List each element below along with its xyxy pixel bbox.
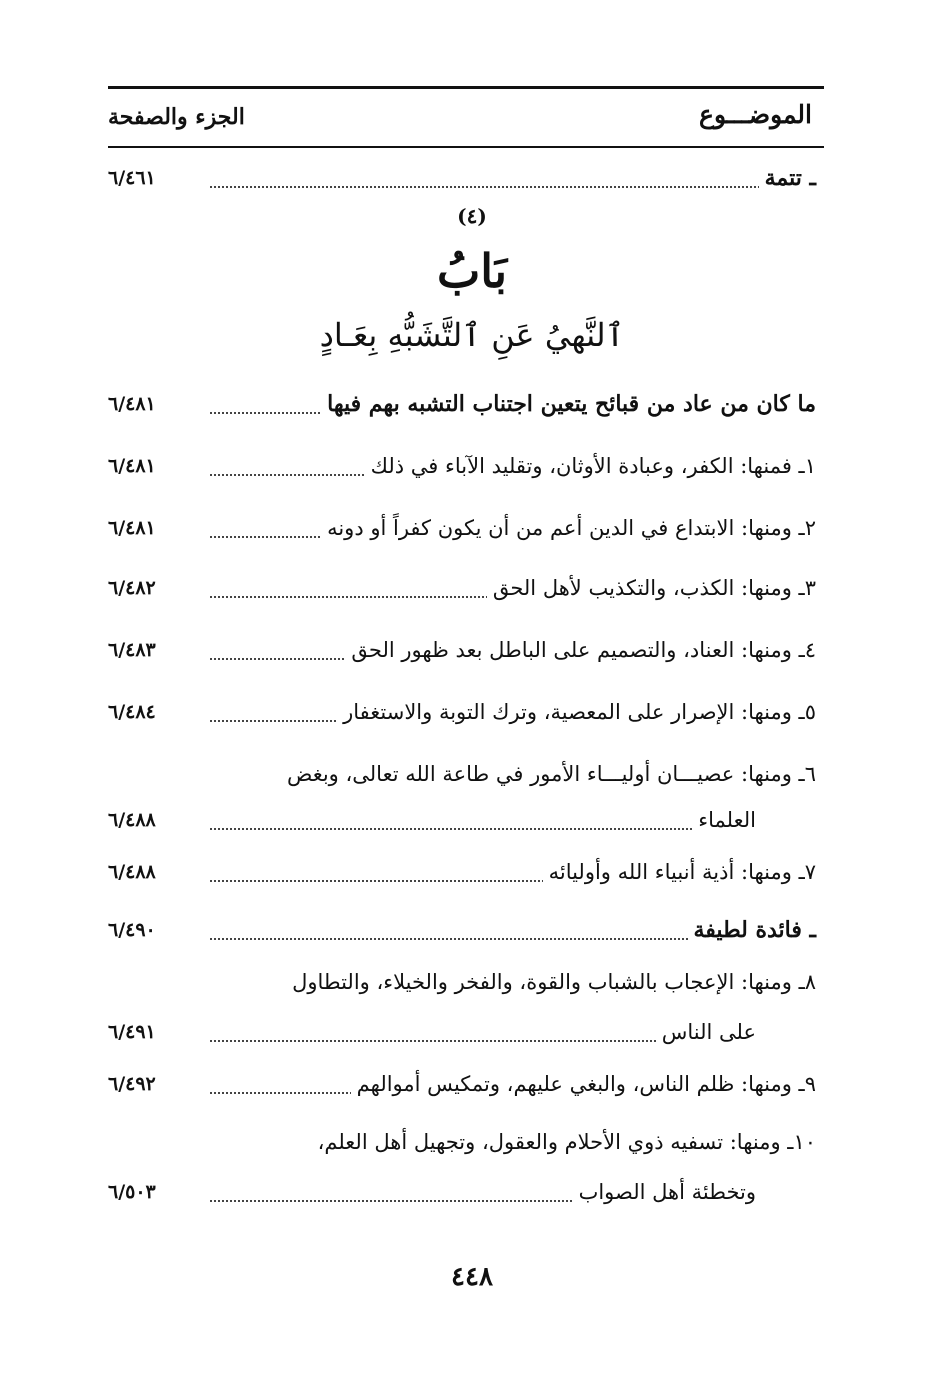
entry-ref: ٦/٤٨٨ xyxy=(108,861,156,883)
chapter-bab-heading: بَابُ xyxy=(436,244,508,298)
entry-title: ٩ـ ومنها: ظلم الناس، والبغي عليهم، وتمكيس أموالهم xyxy=(351,1064,816,1104)
entry-title-line-2: العلماء xyxy=(692,800,756,840)
chapter-number: (٤) xyxy=(457,204,487,228)
top-rule xyxy=(108,86,824,89)
toc-entry xyxy=(108,910,816,950)
entry-ref: ٦/٤٨٣ xyxy=(108,639,156,661)
header-volume-page-label: الجزء والصفحة xyxy=(108,104,245,130)
entry-title-line-2: على الناس xyxy=(656,1012,756,1052)
toc-entry xyxy=(108,962,816,1062)
entry-title: ـ فائدة لطيفة xyxy=(688,910,817,950)
header-rule xyxy=(108,146,824,148)
leader-dots xyxy=(210,828,756,830)
entry-ref: ٦/٤٦١ xyxy=(108,167,156,189)
entry-title: ٣ـ ومنها: الكذب، والتكذيب لأهل الحق xyxy=(487,568,816,608)
entry-ref: ٦/٤٩٠ xyxy=(108,919,156,941)
toc-entry xyxy=(108,1122,816,1222)
entry-title-line-2: وتخطئة أهل الصواب xyxy=(573,1172,756,1212)
entry-title-line-1: ٦ـ ومنها: عصيـــان أوليـــاء الأمور في طاعة الله تعالى، وبغض xyxy=(281,754,816,794)
toc-entry xyxy=(108,508,816,548)
entry-title: ٥ـ ومنها: الإصرار على المعصية، وترك التوبة والاستغفار xyxy=(337,692,816,732)
toc-entry xyxy=(108,158,816,198)
entry-title: ـ تتمة xyxy=(759,158,816,198)
toc-entry xyxy=(108,1064,816,1104)
entry-ref: ٦/٤٨١ xyxy=(108,455,156,477)
entry-title-line-1: ١٠ـ ومنها: تسفيه ذوي الأحلام والعقول، وتجهيل أهل العلم، xyxy=(312,1122,816,1162)
page-number: ٤٤٨ xyxy=(451,1262,493,1292)
entry-title: ١ـ فمنها: الكفر، وعبادة الأوثان، وتقليد الآباء في ذلك xyxy=(365,446,816,486)
toc-entry xyxy=(108,384,816,424)
leader-dots xyxy=(210,186,816,188)
entry-title: ٢ـ ومنها: الابتداع في الدين أعم من أن يكون كفراً أو دونه xyxy=(321,508,816,548)
toc-entry xyxy=(108,692,816,732)
entry-ref: ٦/٤٨١ xyxy=(108,517,156,539)
entry-ref: ٦/٤٨٤ xyxy=(108,701,156,723)
header-subject-label: الموضـــوع xyxy=(699,100,812,129)
entry-ref: ٦/٤٩١ xyxy=(108,1021,156,1043)
entry-title-line-1: ٨ـ ومنها: الإعجاب بالشباب والقوة، والفخر والخيلاء، والتطاول xyxy=(286,962,816,1002)
toc-entry xyxy=(108,568,816,608)
entry-ref: ٦/٤٨٨ xyxy=(108,809,156,831)
chapter-title: ٱلنَّهيُ عَنِ ٱلتَّشَبُّهِ بِعَـادٍ xyxy=(319,316,625,354)
entry-ref: ٦/٤٨١ xyxy=(108,393,156,415)
entry-title: ٤ـ ومنها: العناد، والتصميم على الباطل بعد ظهور الحق xyxy=(345,630,816,670)
toc-entry xyxy=(108,630,816,670)
toc-entry xyxy=(108,754,816,854)
toc-entry xyxy=(108,446,816,486)
entry-ref: ٦/٥٠٣ xyxy=(108,1181,156,1203)
entry-ref: ٦/٤٨٢ xyxy=(108,577,156,599)
toc-entry xyxy=(108,852,816,892)
entry-ref: ٦/٤٩٢ xyxy=(108,1073,156,1095)
entry-title: ٧ـ ومنها: أذية أنبياء الله وأوليائه xyxy=(543,852,816,892)
entry-title: ما كان من عاد من قبائح يتعين اجتناب التشبه بهم فيها xyxy=(321,384,816,424)
